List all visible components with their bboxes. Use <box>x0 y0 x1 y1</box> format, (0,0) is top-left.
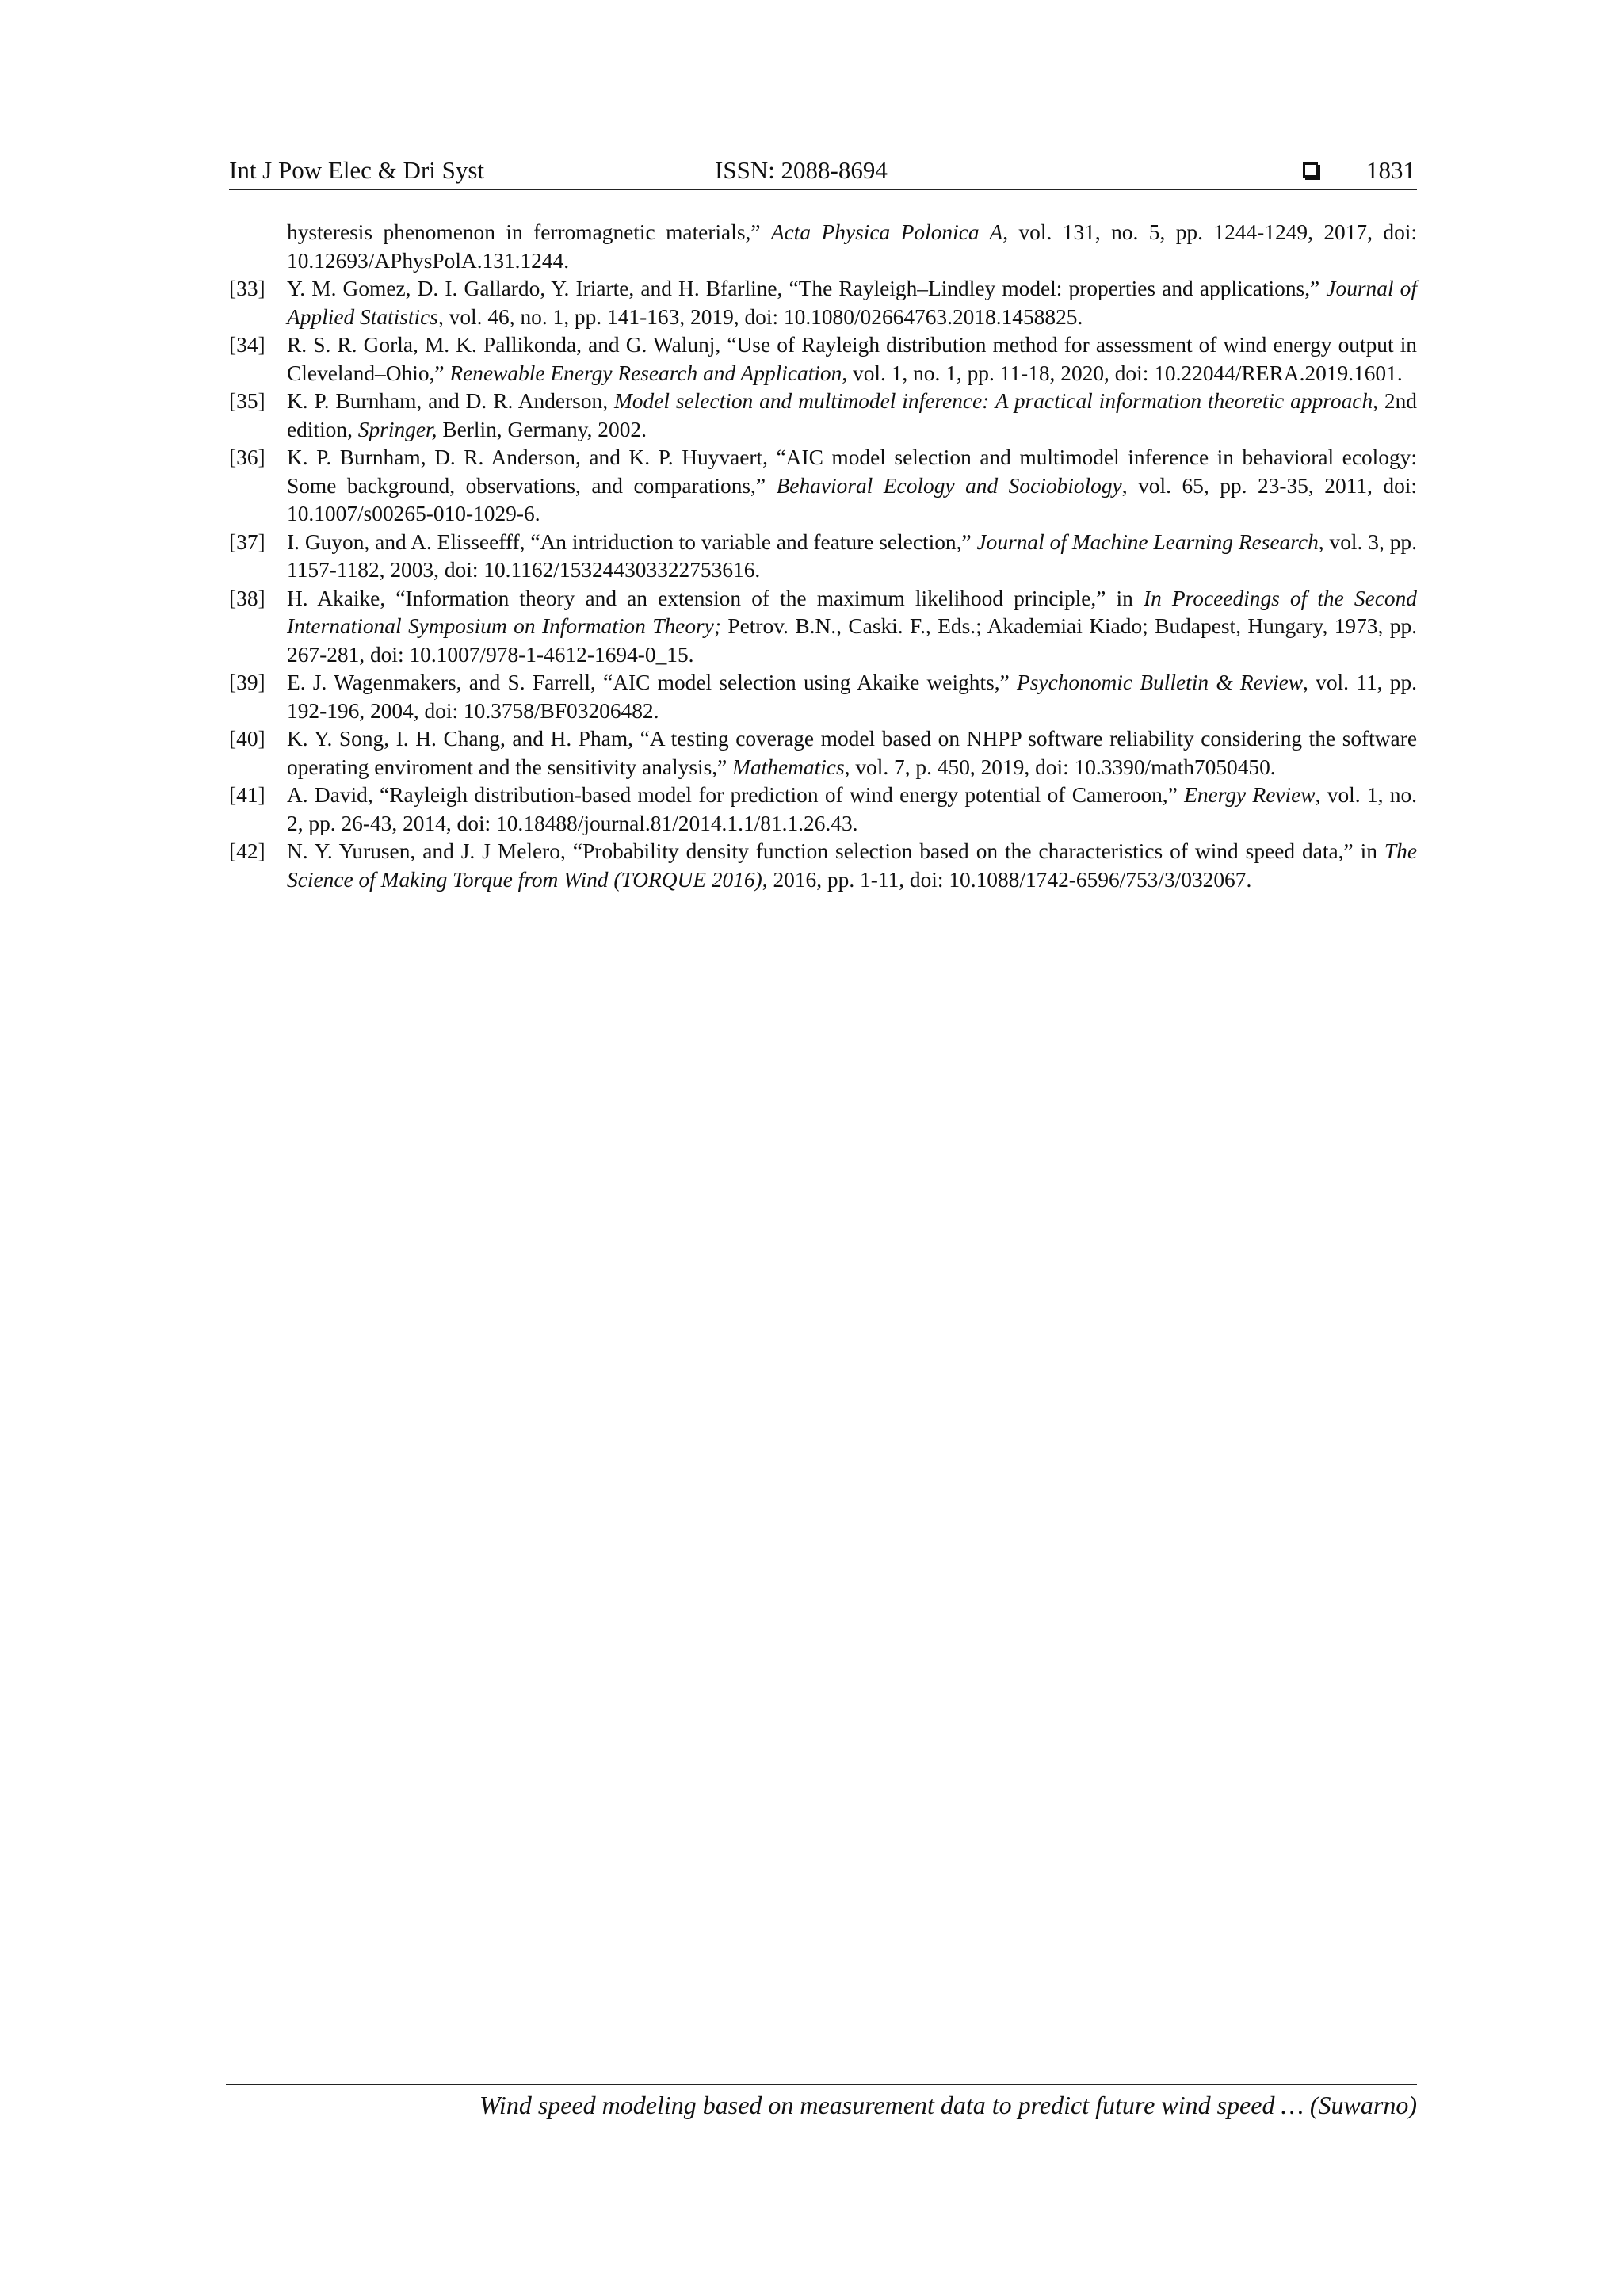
page-number: 1831 <box>1366 156 1415 184</box>
reference-text: K. P. Burnham, D. R. Anderson, and K. P. Huyvaert, “AIC model selection and multimodel inference in behavioral ecology: Some background, observations, and comparations,” <box>287 445 1417 498</box>
reference-details: , vol. 7, p. 450, 2019, doi: 10.3390/math7050450. <box>844 755 1276 779</box>
reference-number: [34] <box>229 333 265 357</box>
reference-item <box>229 331 1417 388</box>
reference-text: Y. M. Gomez, D. I. Gallardo, Y. Iriarte, and H. Bfarline, “The Rayleigh–Lindley model: properties and applications,” <box>287 277 1327 300</box>
reference-source: Acta Physica Polonica A <box>770 220 1003 244</box>
reference-number: [40] <box>229 727 265 751</box>
reference-text: E. J. Wagenmakers, and S. Farrell, “AIC model selection using Akaike weights,” <box>287 670 1018 694</box>
reference-item <box>229 275 1417 331</box>
reference-text: I. Guyon, and A. Elisseefff, “An intriduction to variable and feature selection,” <box>287 529 977 554</box>
reference-item <box>229 444 1417 529</box>
reference-item <box>229 838 1417 894</box>
reference-details: , vol. 131, no. 5, pp. 1244-1249, 2017, doi: 10.12693/APhysPolA.131.1244. <box>287 220 1417 273</box>
reference-number: [35] <box>229 389 265 413</box>
reference-item <box>229 388 1417 444</box>
reference-details: , 2nd edition, <box>287 389 1418 441</box>
reference-text: K. Y. Song, I. H. Chang, and H. Pham, “A testing coverage model based on NHPP software reliability considering the software operating enviroment and the sensitivity analysis,” <box>287 727 1417 779</box>
reference-text: N. Y. Yurusen, and J. J Melero, “Probability density function selection based on the characteristics of wind speed data,” in <box>287 839 1384 863</box>
reference-source: In Proceedings of the Second International Symposium on Information Theory; <box>287 586 1417 638</box>
issn: ISSN: 2088-8694 <box>715 156 888 184</box>
reference-location: Berlin, Germany, 2002. <box>437 417 647 441</box>
page-header <box>229 152 1417 190</box>
reference-details: , vol. 1, no. 2, pp. 26-43, 2014, doi: 10.18488/journal.81/2014.1.1/81.1.26.43. <box>287 783 1417 835</box>
reference-item <box>229 725 1417 781</box>
reference-publisher: Springer, <box>357 417 437 441</box>
reference-source: The Science of Making Torque from Wind (TORQUE 2016) <box>287 839 1417 892</box>
reference-details: , vol. 65, pp. 23-35, 2011, doi: 10.1007/s00265-010-1029-6. <box>287 473 1417 525</box>
reference-details: , vol. 1, no. 1, pp. 11-18, 2020, doi: 10.22044/RERA.2019.1601. <box>842 361 1403 385</box>
reference-number: [37] <box>229 529 265 554</box>
reference-item <box>229 529 1417 585</box>
reference-source: Renewable Energy Research and Application <box>449 361 842 385</box>
reference-source: Psychonomic Bulletin & Review <box>1017 670 1304 694</box>
footer-title: Wind speed modeling based on measurement data to predict future wind speed … (Suwarno) <box>479 2091 1417 2119</box>
reference-source: Model selection and multimodel inference: A practical information theoretic approach <box>613 389 1373 413</box>
reference-number: [36] <box>229 445 265 469</box>
reference-text: R. S. R. Gorla, M. K. Pallikonda, and G. Walunj, “Use of Rayleigh distribution method for assessment of wind energy output in Cleveland–Ohio,” <box>287 333 1417 385</box>
reference-item <box>229 585 1417 670</box>
reference-number: [42] <box>229 839 265 863</box>
reference-item <box>229 669 1417 725</box>
journal-name: Int J Pow Elec & Dri Syst <box>229 156 485 184</box>
page-footer <box>226 2084 1417 2123</box>
reference-details: , 2016, pp. 1-11, doi: 10.1088/1742-6596/753/3/032067. <box>762 867 1252 892</box>
reference-list <box>229 219 1417 894</box>
reference-source: Mathematics <box>732 755 845 779</box>
checkbox-square-icon <box>1303 162 1318 178</box>
reference-number: [33] <box>229 277 265 300</box>
reference-number: [39] <box>229 670 265 694</box>
reference-text: H. Akaike, “Information theory and an extension of the maximum likelihood principle,” in <box>287 586 1144 610</box>
reference-details: , vol. 3, pp. 1157-1182, 2003, doi: 10.1162/153244303322753616. <box>287 529 1417 582</box>
reference-number: [38] <box>229 586 265 610</box>
reference-item <box>229 781 1417 838</box>
reference-number: [41] <box>229 783 265 807</box>
reference-text: hysteresis phenomenon in ferromagnetic materials,” <box>287 220 771 244</box>
reference-text: K. P. Burnham, and D. R. Anderson, <box>287 389 614 413</box>
reference-source: Behavioral Ecology and Sociobiology <box>776 473 1122 498</box>
reference-details: Petrov. B.N., Caski. F., Eds.; Akademiai Kiado; Budapest, Hungary, 1973, pp. 267-281, doi: 10.1007/978-1-4612-1694-0_15. <box>287 614 1417 667</box>
reference-source: Journal of Applied Statistics <box>287 277 1417 329</box>
reference-text: A. David, “Rayleigh distribution-based model for prediction of wind energy potential of Cameroon,” <box>287 783 1185 807</box>
reference-source: Energy Review <box>1184 783 1316 807</box>
reference-details: , vol. 46, no. 1, pp. 141-163, 2019, doi: 10.1080/02664763.2018.1458825. <box>437 304 1083 329</box>
reference-details: , vol. 11, pp. 192-196, 2004, doi: 10.3758/BF03206482. <box>287 670 1418 723</box>
reference-source: Journal of Machine Learning Research <box>976 529 1319 554</box>
reference-item <box>229 219 1417 275</box>
